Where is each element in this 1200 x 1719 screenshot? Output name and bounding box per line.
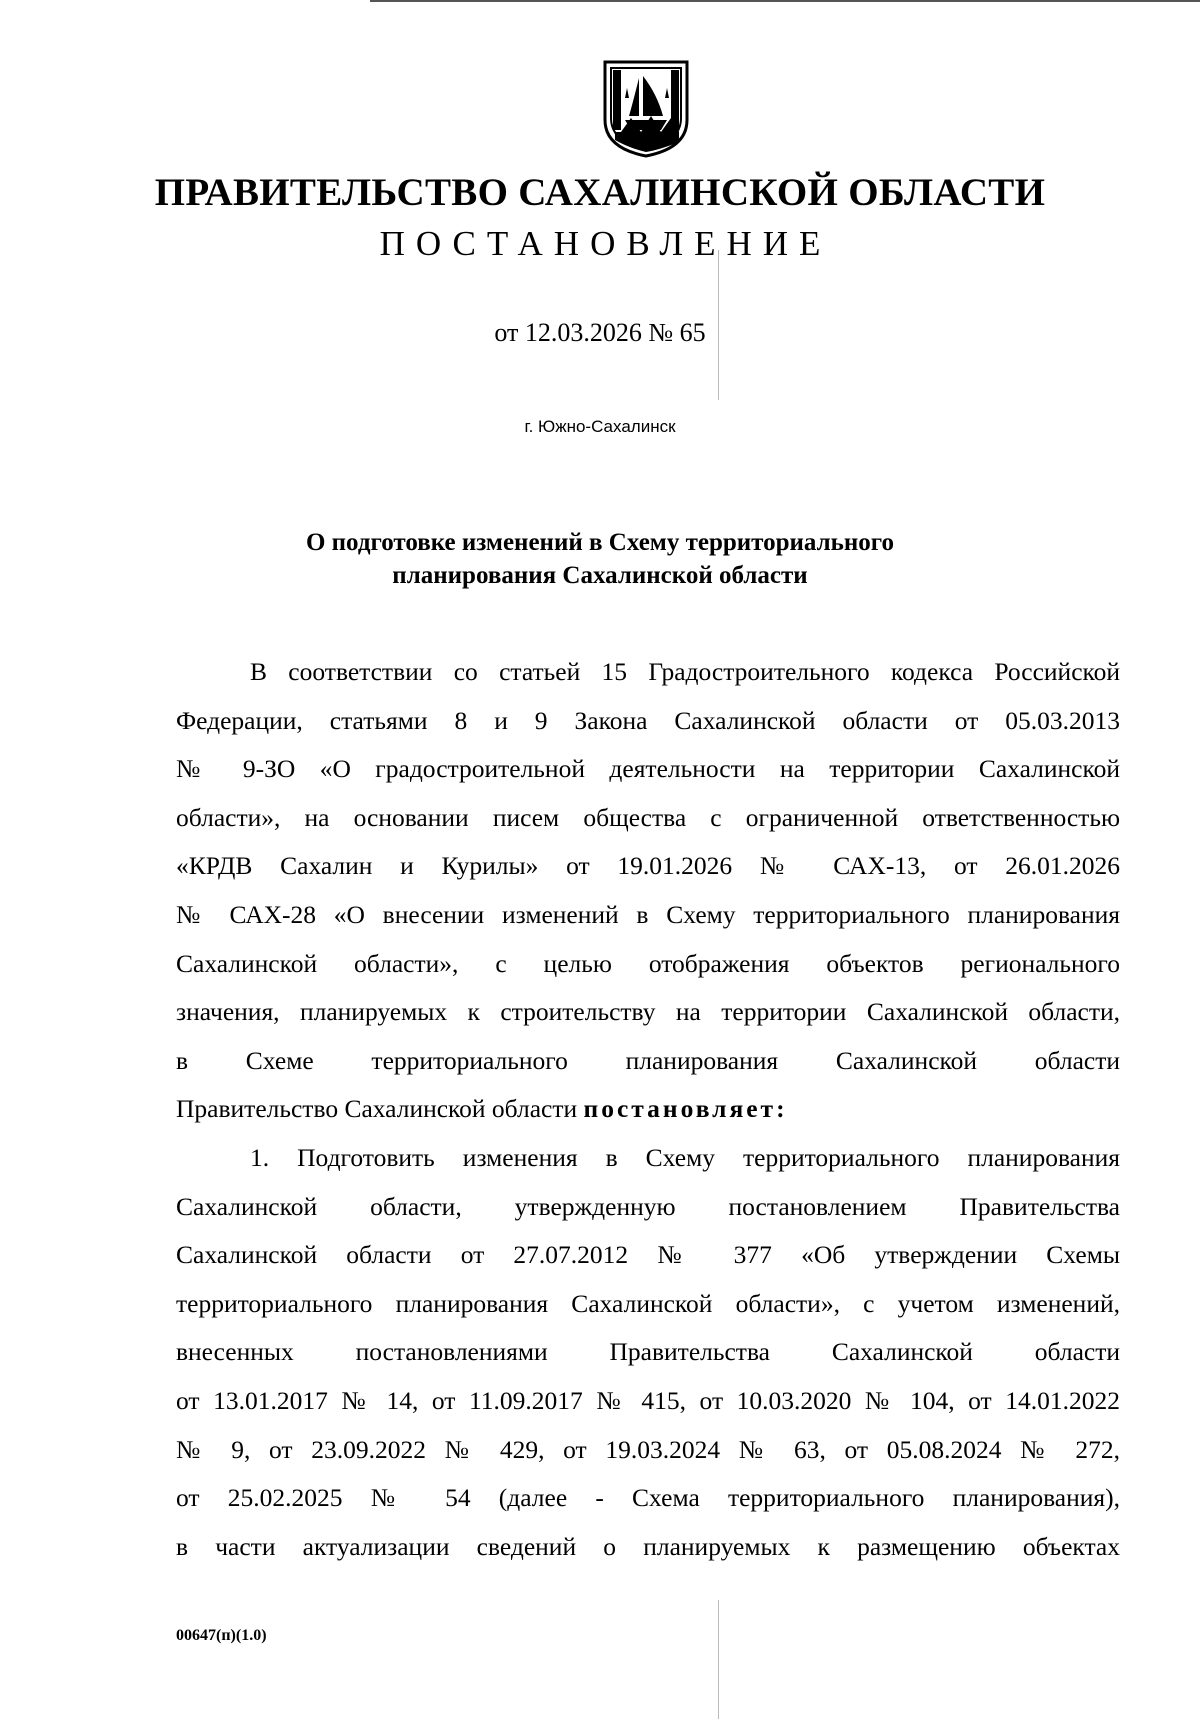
- body-line: № 9-ЗО «О градостроительной деятельности на территории Сахалинской: [176, 754, 1120, 784]
- body-line: в части актуализации сведений о планируемых к размещению объектах: [176, 1531, 1120, 1561]
- government-title: ПРАВИТЕЛЬСТВО САХАЛИНСКОЙ ОБЛАСТИ: [154, 171, 1046, 214]
- body-line: Сахалинской области», с целью отображения объектов регионального: [176, 948, 1120, 978]
- body-line: В соответствии со статьей 15 Градостроительного кодекса Российской: [250, 657, 1120, 686]
- body-line: Федерации, статьями 8 и 9 Закона Сахалинской области от 05.03.2013: [176, 705, 1120, 735]
- body-line: Сахалинской области от 27.07.2012 № 377 «Об утверждении Схемы: [176, 1240, 1120, 1270]
- document-date-number: от 12.03.2026 № 65: [494, 318, 706, 347]
- document-type: ПОСТАНОВЛЕНИЕ: [379, 224, 832, 263]
- body-line: области», на основании писем общества с ограниченной ответственностью: [176, 802, 1120, 832]
- resolution-colon: :: [776, 1094, 785, 1124]
- sakhalin-coat-of-arms-icon: [599, 58, 693, 158]
- document-city: г. Южно-Сахалинск: [524, 417, 676, 436]
- body-line: от 25.02.2025 № 54 (далее - Схема территориального планирования),: [176, 1483, 1120, 1513]
- body-line: в Схеме территориального планирования Сахалинской области: [176, 1045, 1120, 1075]
- body-line: № САХ-28 «О внесении изменений в Схему территориального планирования: [176, 899, 1120, 929]
- body-line: территориального планирования Сахалинской области», с учетом изменений,: [176, 1288, 1120, 1318]
- body-line: внесенных постановлениями Правительства Сахалинской области: [176, 1337, 1120, 1367]
- resolution-word: постановляет: [583, 1094, 777, 1124]
- body-line: «КРДВ Сахалин и Курилы» от 19.01.2026 № САХ-13, от 26.01.2026: [176, 851, 1120, 881]
- heading-line: О подготовке изменений в Схему территориального: [305, 529, 895, 556]
- body-line: значения, планируемых к строительству на территории Сахалинской области,: [176, 997, 1120, 1027]
- heading-line: планирования Сахалинской области: [392, 562, 808, 589]
- scan-fold-line: [718, 1600, 719, 1719]
- body-line-text: Правительство Сахалинской области: [176, 1094, 578, 1124]
- body-line: от 13.01.2017 № 14, от 11.09.2017 № 415, от 10.03.2020 № 104, от 14.01.2022: [176, 1385, 1120, 1415]
- body-line: 1. Подготовить изменения в Схему территориального планирования: [250, 1142, 1120, 1172]
- body-line: [176, 1085, 1120, 1134]
- form-code: 00647(п)(1.0): [176, 1627, 267, 1644]
- document-body: [176, 648, 1120, 1571]
- body-line: Сахалинской области, утвержденную постановлением Правительства: [176, 1191, 1120, 1221]
- body-line: № 9, от 23.09.2022 № 429, от 19.03.2024 № 63, от 05.08.2024 № 272,: [176, 1434, 1120, 1464]
- scan-top-edge: [370, 0, 1200, 2]
- document-heading: [240, 526, 960, 592]
